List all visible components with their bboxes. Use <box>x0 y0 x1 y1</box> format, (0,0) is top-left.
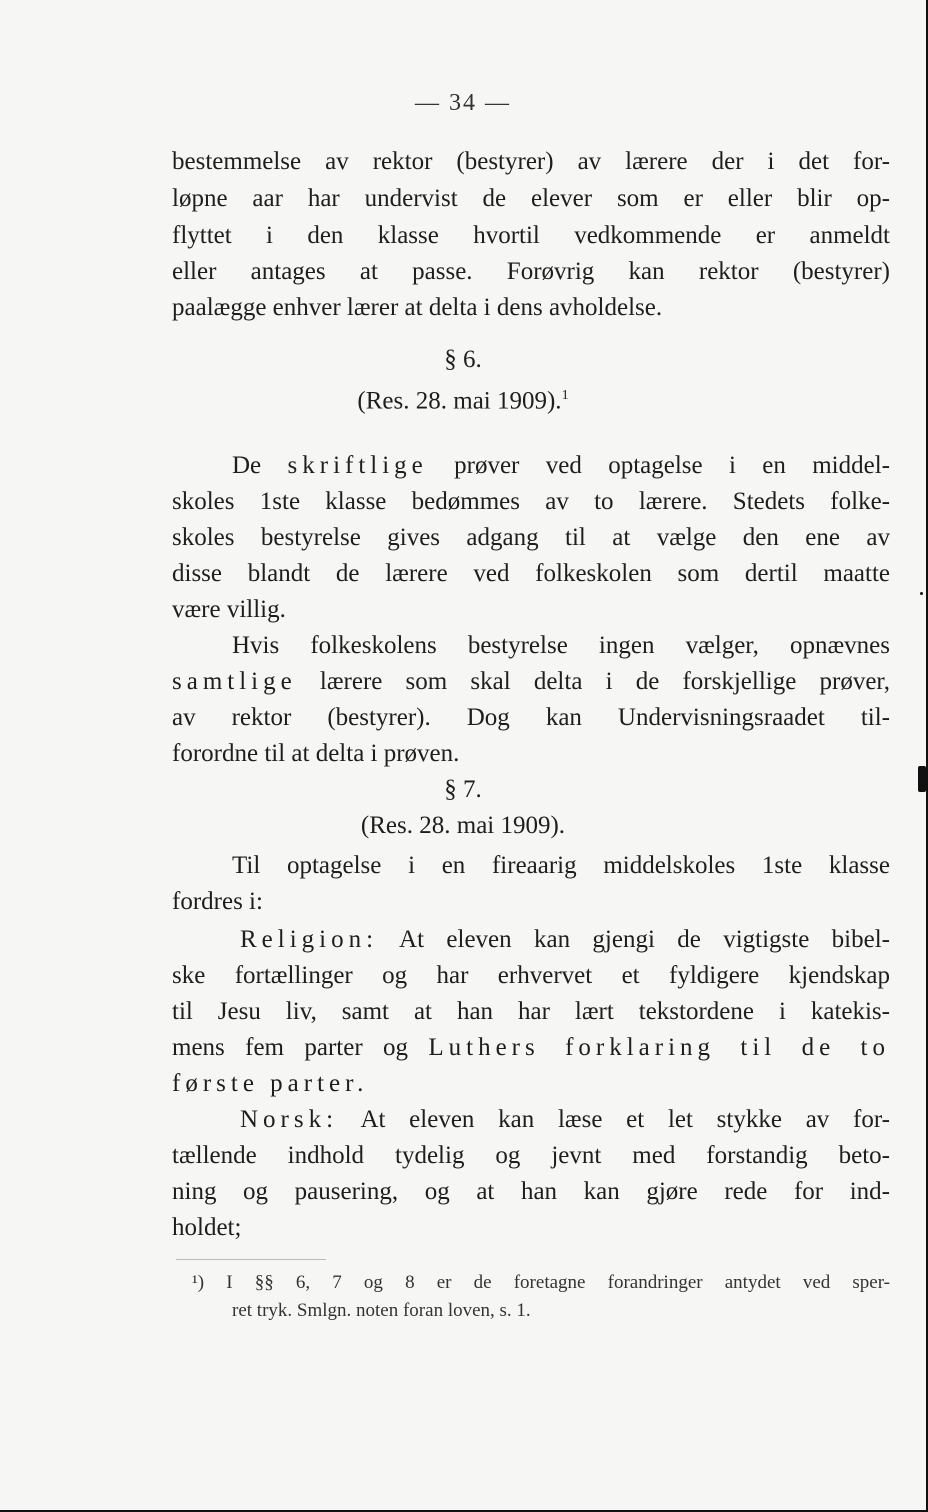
text-line: av rektor (bestyrer). Dog kan Undervisningsraadet til- <box>172 704 890 731</box>
footnote-marker: ¹) <box>192 1272 205 1293</box>
resolution-line <box>0 380 926 417</box>
text-line: løpne aar har undervist de elever som er eller blir op- <box>172 185 890 212</box>
footnote-ref: 1 <box>561 388 569 403</box>
resolution-text: (Res. 28. mai 1909). <box>357 387 562 415</box>
text-line <box>172 1068 890 1100</box>
text-line <box>172 666 890 698</box>
text-span: De <box>232 452 262 479</box>
text-line: Hvis folkeskolens bestyrelse ingen vælger, opnævnes <box>232 632 890 659</box>
text-line: paalægge enhver lærer at delta i dens avholdelse. <box>172 294 663 321</box>
spaced-text: første parter. <box>172 1070 369 1097</box>
text-line: ske fortællinger og har erhvervet et fyldigere kjendskap <box>172 962 890 989</box>
text-line: være villig. <box>172 596 286 623</box>
footnote-line <box>192 1270 890 1296</box>
text-line: bestemmelse av rektor (bestyrer) av lærere der i det for- <box>172 148 890 175</box>
text-line: disse blandt de lærere ved folkeskolen som dertil maatte <box>172 560 890 587</box>
text-line: flyttet i den klasse hvortil vedkommende er anmeldt <box>172 222 890 249</box>
text-line: holdet; <box>172 1214 242 1241</box>
text-line <box>232 450 890 482</box>
text-line: eller antages at passe. Forøvrig kan rektor (bestyrer) <box>172 258 890 285</box>
scan-edge-mark <box>920 592 923 595</box>
text-line: Til optagelse i en fireaarig middelskoles 1ste klasse <box>232 852 890 879</box>
spaced-text: samtlige <box>172 668 297 695</box>
text-span: prøver ved optagelse i en middel- <box>454 452 890 479</box>
text-line <box>172 1032 890 1064</box>
section-heading: § 6. <box>444 346 482 373</box>
section-heading: § 7. <box>444 776 482 803</box>
spaced-text: skriftlige <box>287 452 428 479</box>
text-line: forordne til at delta i prøven. <box>172 740 460 767</box>
text-line: tællende indhold tydelig og jevnt med forstandig beto- <box>172 1142 890 1169</box>
footnote-text: I §§ 6, 7 og 8 er de foretagne forandringer antydet ved sper- <box>226 1272 891 1293</box>
text-span: lærere som skal delta i de forskjellige prøver, <box>319 668 891 695</box>
subject-label-religion: Religion: <box>240 926 379 953</box>
resolution-line: (Res. 28. mai 1909). <box>360 812 566 839</box>
text-line: fordres i: <box>172 888 263 915</box>
subject-label-norsk: Norsk: <box>240 1106 339 1133</box>
footnote-divider <box>176 1259 326 1260</box>
text-line: ning og pausering, og at han kan gjøre rede for ind- <box>172 1178 890 1205</box>
footnote-line: ret tryk. Smlgn. noten foran loven, s. 1. <box>232 1300 531 1321</box>
text-line <box>240 924 890 956</box>
text-span: mens fem parter og <box>172 1034 408 1061</box>
text-span: At eleven kan læse et let stykke av for- <box>360 1106 891 1133</box>
text-span: At eleven kan gjengi de vigtigste bibel- <box>399 926 890 953</box>
page-number: — 34 — <box>415 90 511 116</box>
scan-edge-mark <box>918 766 926 792</box>
spaced-text: Luthers forklaring til de to <box>428 1034 890 1061</box>
text-line <box>240 1104 890 1136</box>
text-line: skoles 1ste klasse bedømmes av to lærere. Stedets folke- <box>172 488 890 515</box>
text-line: til Jesu liv, samt at han har lært tekstordene i katekis- <box>172 998 890 1025</box>
text-line: skoles bestyrelse gives adgang til at vælge den ene av <box>172 524 890 551</box>
